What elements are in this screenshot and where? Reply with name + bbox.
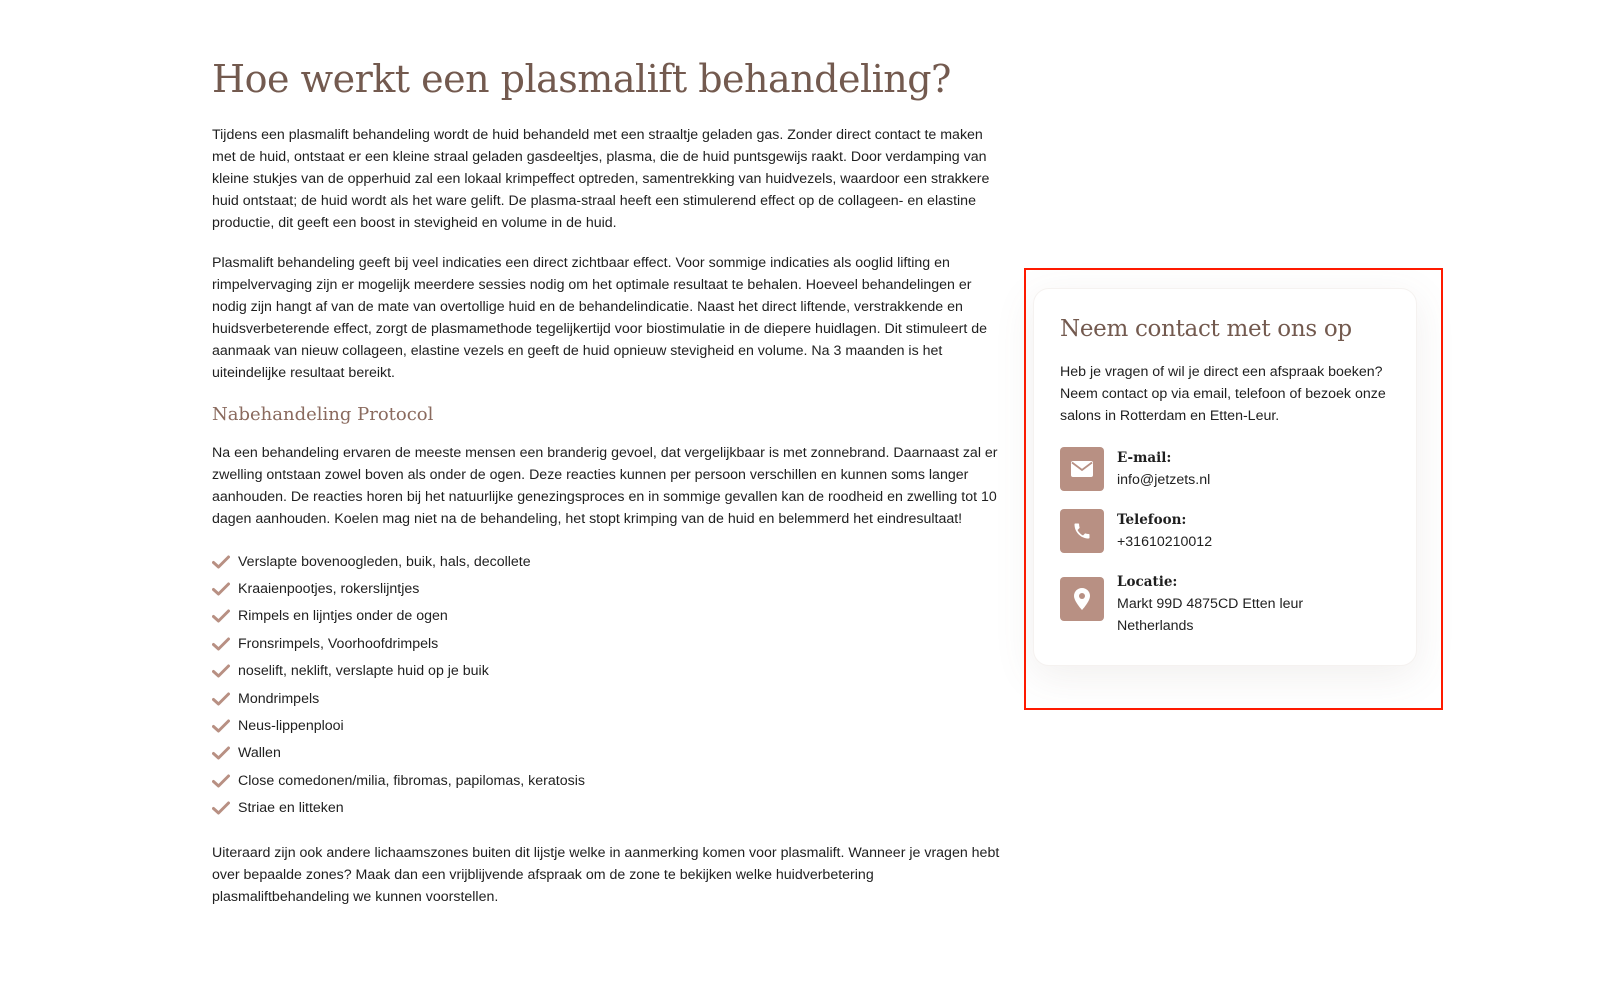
phone-icon bbox=[1060, 509, 1104, 553]
check-icon bbox=[212, 719, 230, 733]
list-item-text: Rimpels en lijntjes onder de ogen bbox=[238, 608, 448, 625]
check-icon bbox=[212, 801, 230, 815]
section-subtitle: Nabehandeling Protocol bbox=[212, 404, 434, 425]
check-icon bbox=[212, 637, 230, 651]
location-label: Locatie: bbox=[1117, 574, 1178, 590]
list-item bbox=[212, 658, 1002, 685]
check-icon bbox=[212, 609, 230, 623]
list-item-text: Close comedonen/milia, fibromas, papilomas, keratosis bbox=[238, 772, 585, 789]
list-item-text: Wallen bbox=[238, 745, 281, 762]
effect-paragraph: Plasmalift behandeling geeft bij veel indicaties een direct zichtbaar effect. Voor sommige indicaties als ooglid lifting en rimpelvervaging zijn er mogelijk meerdere sessies nodig om het optimale resultaat te behalen. Hoeveel behandelingen er nodig zijn hangt af van de mate van overtollige huid en de behandelindicatie. Naast het direct liftende, verstrakkende en huidsverbeterende effect, zorgt de plasmamethode tegelijkertijd voor biostimulatie in de diepere huidlagen. Dit stimuleert de aanmaak van nieuw collageen, elastine vezels en geeft de huid opnieuw stevigheid en volume. Na 3 maanden is het uiteindelijke resultaat bereikt. bbox=[212, 255, 987, 381]
map-pin-icon bbox=[1060, 577, 1104, 621]
main-content bbox=[212, 52, 1002, 926]
list-item bbox=[212, 630, 1002, 657]
check-icon bbox=[212, 555, 230, 569]
list-item bbox=[212, 712, 1002, 739]
list-item bbox=[212, 548, 1002, 575]
check-icon bbox=[212, 664, 230, 678]
list-item-text: Striae en litteken bbox=[238, 800, 344, 817]
list-item bbox=[212, 603, 1002, 630]
check-icon bbox=[212, 692, 230, 706]
list-item bbox=[212, 575, 1002, 602]
contact-location bbox=[1060, 571, 1390, 637]
contact-card-title: Neem contact met ons op bbox=[1060, 316, 1352, 342]
phone-label: Telefoon: bbox=[1117, 512, 1187, 528]
contact-card-text: Heb je vragen of wil je direct een afspraak boeken? Neem contact op via email, telefoon of bezoek onze salons in Rotterdam en Etten-Leur. bbox=[1060, 364, 1386, 424]
page-title: Hoe werkt een plasmalift behandeling? bbox=[212, 57, 951, 101]
phone-link[interactable]: +31610210012 bbox=[1117, 534, 1213, 550]
intro-paragraph: Tijdens een plasmalift behandeling wordt de huid behandeld met een straaltje geladen gas. Zonder direct contact te maken met de huid, ontstaat er een kleine straal geladen gasdeeltjes, plasma, die de huid puntsgewijs raakt. Door verdamping van kleine stukjes van de opperhuid zal een lokaal krimpeffect optreden, samentrekking van huidvezels, waardoor een strakkere huid ontstaat; de huid wordt als het ware gelift. De plasma-straal heeft een stimulerend effect op de collageen- en elastine productie, dit geeft een boost in stevigheid en volume in de huid. bbox=[212, 127, 990, 231]
list-item bbox=[212, 685, 1002, 712]
list-item bbox=[212, 767, 1002, 794]
list-item-text: Neus-lippenplooi bbox=[238, 718, 344, 735]
check-icon bbox=[212, 746, 230, 760]
list-item-text: Verslapte bovenoogleden, buik, hals, decollete bbox=[238, 553, 531, 570]
check-icon bbox=[212, 582, 230, 596]
location-address: Markt 99D 4875CD Etten leur bbox=[1117, 596, 1304, 612]
list-item bbox=[212, 795, 1002, 822]
list-item-text: Fronsrimpels, Voorhoofdrimpels bbox=[238, 635, 439, 652]
envelope-icon bbox=[1060, 447, 1104, 491]
list-item-text: Kraaienpootjes, rokerslijntjes bbox=[238, 581, 420, 598]
indication-list bbox=[212, 548, 1002, 822]
list-item-text: noselift, neklift, verslapte huid op je buik bbox=[238, 663, 489, 680]
contact-card bbox=[1033, 288, 1417, 666]
email-link[interactable]: info@jetzets.nl bbox=[1117, 472, 1211, 488]
aftercare-paragraph: Na een behandeling ervaren de meeste mensen een branderig gevoel, dat vergelijkbaar is met zonnebrand. Daarnaast zal er zwelling ontstaan zowel boven als onder de ogen. Deze reacties kunnen per persoon verschillen en kunnen soms langer aanhouden. De reacties horen bij het natuurlijke genezingsproces en in sommige gevallen kan de roodheid en zwelling tot 10 dagen aanhouden. Koelen mag niet na de behandeling, het stopt krimping van de huid en belemmerd het eindresultaat! bbox=[212, 445, 998, 527]
contact-email bbox=[1060, 447, 1390, 491]
closing-paragraph: Uiteraard zijn ook andere lichaamszones buiten dit lijstje welke in aanmerking komen voor plasmalift. Wanneer je vragen hebt over bepaalde zones? Maak dan een vrijblijvende afspraak om de zone te bekijken welke huidverbetering plasmaliftbehandeling we kunnen voorstellen. bbox=[212, 844, 1000, 905]
contact-phone bbox=[1060, 509, 1390, 553]
email-label: E-mail: bbox=[1117, 450, 1172, 466]
location-country: Netherlands bbox=[1117, 618, 1194, 634]
check-icon bbox=[212, 774, 230, 788]
list-item bbox=[212, 740, 1002, 767]
list-item-text: Mondrimpels bbox=[238, 690, 320, 707]
